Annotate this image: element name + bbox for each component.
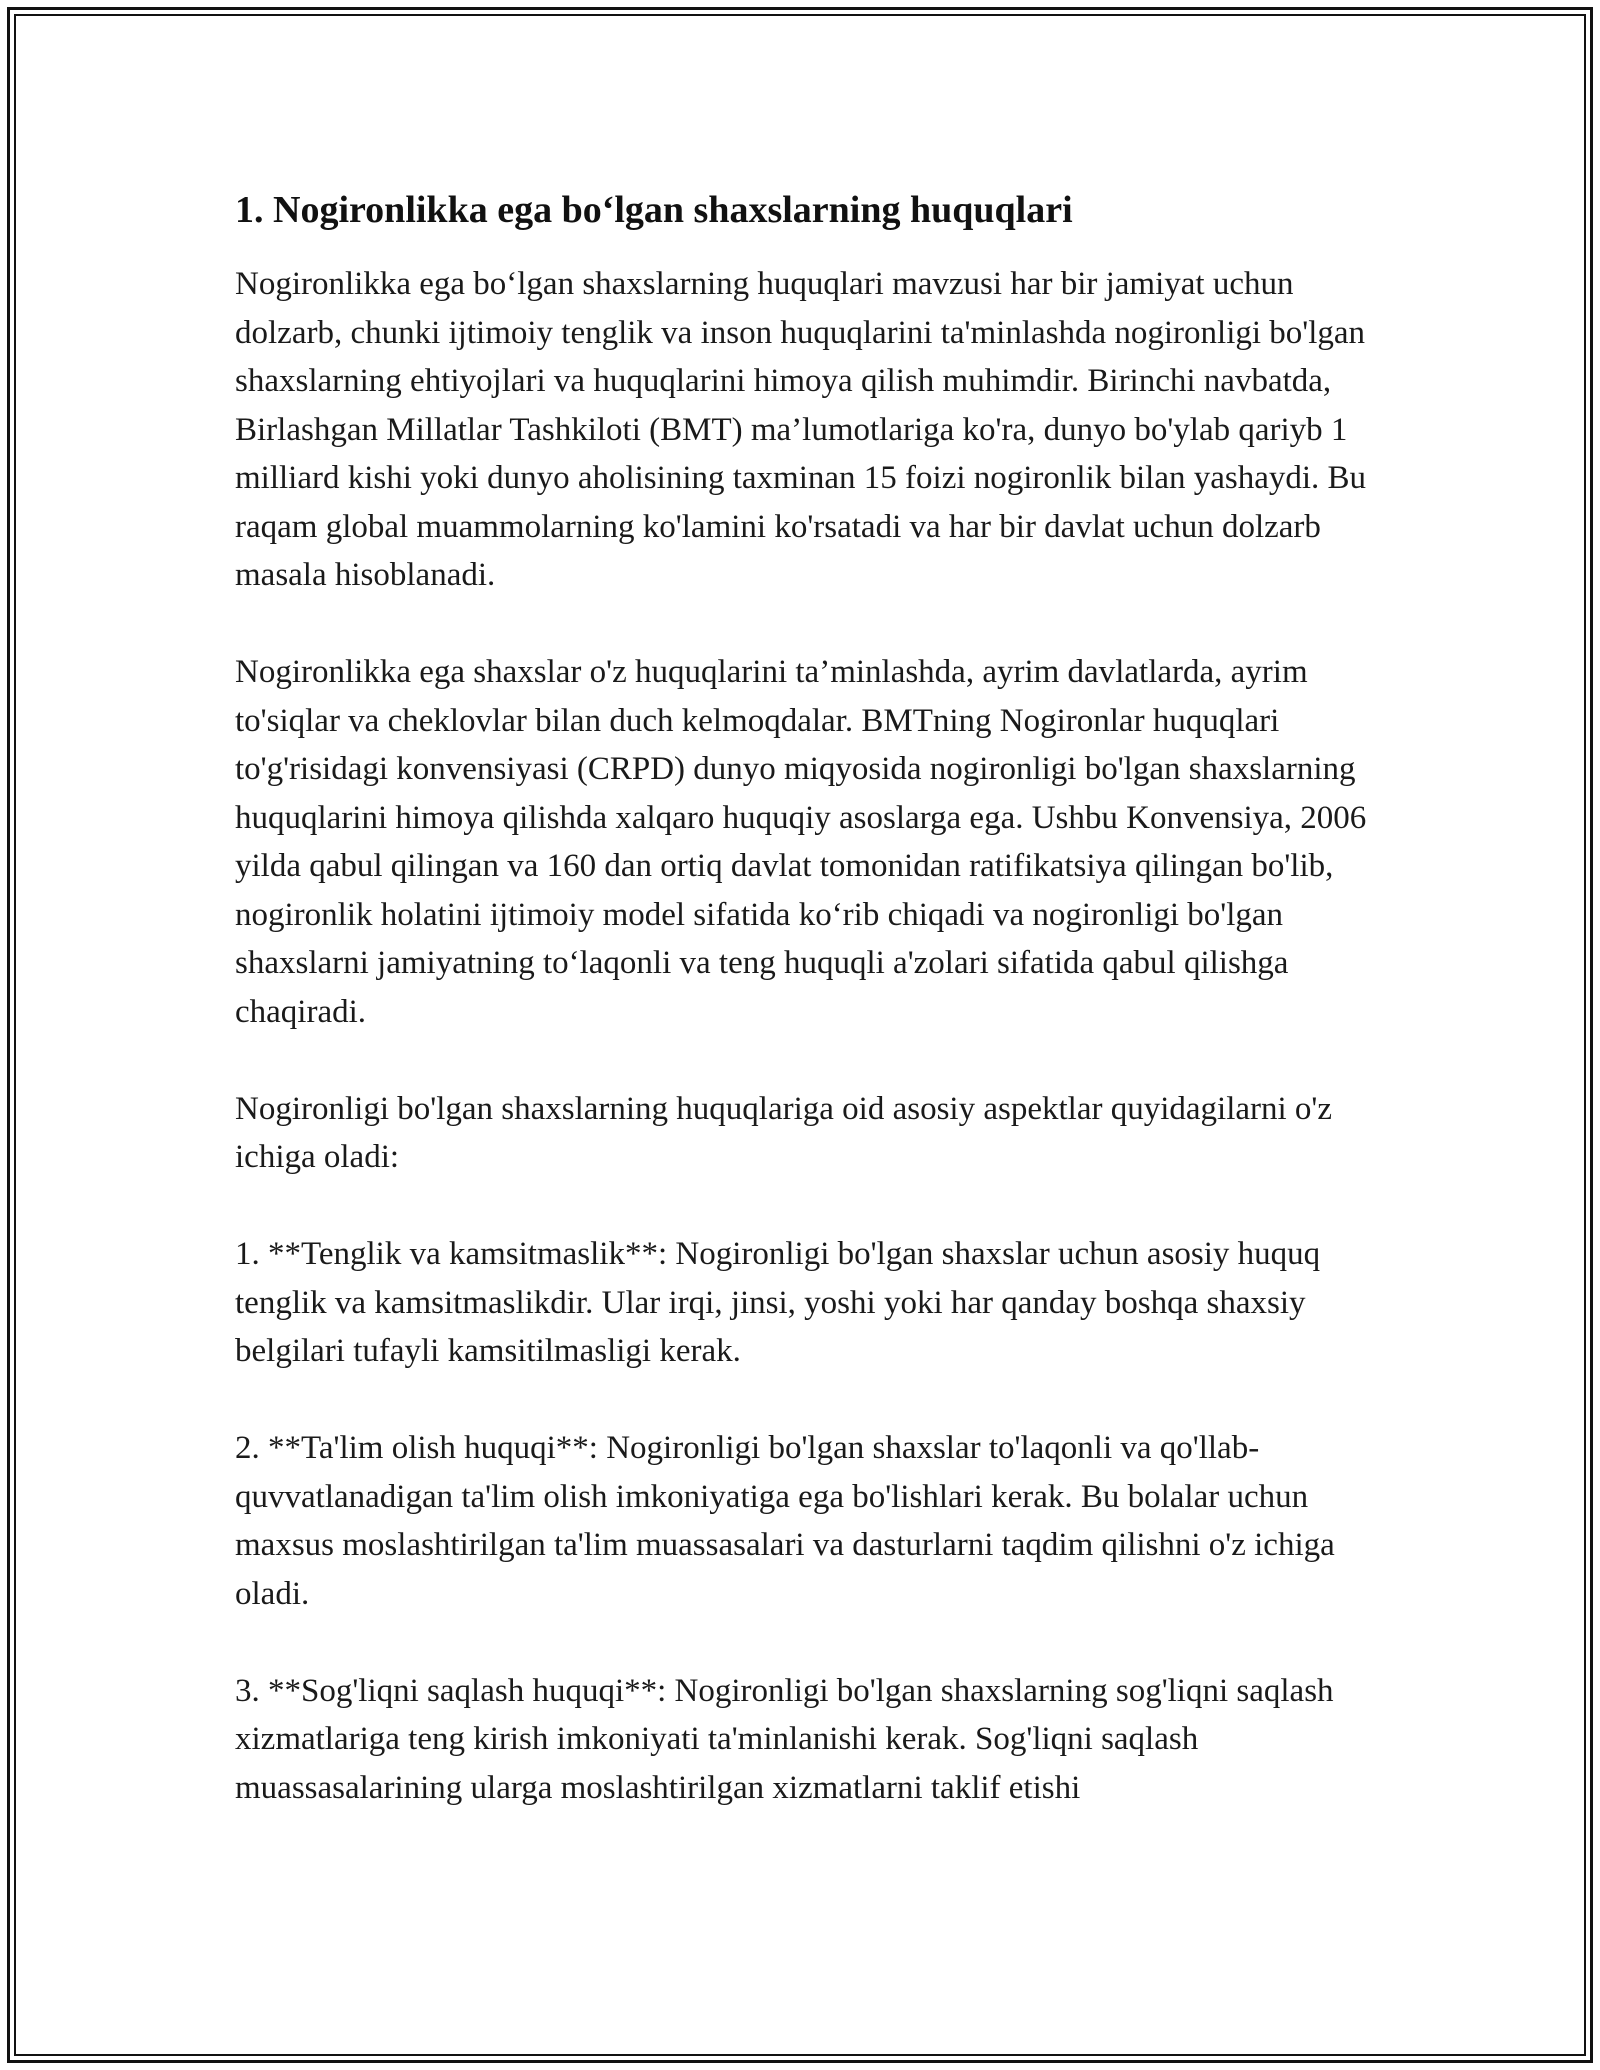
paragraph-intro: Nogironlikka ega bo‘lgan shaxslarning huquqlari mavzusi har bir jamiyat uchun dolzarb, chunki ijtimoiy tenglik va inson huquqlarini ta'minlashda nogironligi bo'lgan shaxslarning ehtiyojlari va huquqlarini himoya qilish muhimdir. Birinchi navbatda, Birlashgan Millatlar Tashkiloti (BMT) ma’lumotlariga ko'ra, dunyo bo'ylab qariyb 1 milliard kishi yoki dunyo aholisining taxminan 15 foizi nogironlik bilan yashaydi. Bu raqam global muammolarning ko'lamini ko'rsatadi va har bir davlat uchun dolzarb masala hisoblanadi. (235, 266, 1367, 593)
paragraph-aspects-intro: Nogironligi bo'lgan shaxslarning huquqlariga oid asosiy aspektlar quyidagilarni o'z ichiga oladi: (235, 1090, 1333, 1175)
list-item-education: 2. **Ta'lim olish huquqi**: Nogironligi bo'lgan shaxslar to'laqonli va qo'llab-quvvatlanadigan ta'lim olish imkoniyatiga ega bo'lishlari kerak. Bu bolalar uchun maxsus moslashtirilgan ta'lim muassasalari va dasturlarni taqdim qilishni o'z ichiga oladi. (235, 1430, 1335, 1612)
list-item-healthcare: 3. **Sog'liqni saqlash huquqi**: Nogironligi bo'lgan shaxslarning sog'liqni saqlash xizmatlariga teng kirish imkoniyati ta'minlanishi kerak. Sog'liqni saqlash muassasalarining ularga moslashtirilgan xizmatlarni taklif etishi (235, 1672, 1334, 1806)
section-heading: 1. Nogironlikka ega bo‘lgan shaxslarning huquqlari (235, 189, 1073, 231)
paragraph-crpd: Nogironlikka ega shaxslar o'z huquqlarini ta’minlashda, ayrim davlatlarda, ayrim to'siqlar va cheklovlar bilan duch kelmoqdalar. BMTning Nogironlar huquqlari to'g'risidagi konvensiyasi (CRPD) dunyo miqyosida nogironligi bo'lgan shaxslarning huquqlarini himoya qilishda xalqaro huquqiy asoslarga ega. Ushbu Konvensiya, 2006 yilda qabul qilingan va 160 dan ortiq davlat tomonidan ratifikatsiya qilingan bo'lib, nogironlik holatini ijtimoiy model sifatida ko‘rib chiqadi va nogironligi bo'lgan shaxslarni jamiyatning to‘laqonli va teng huquqli a'zolari sifatida qabul qilishga chaqiradi. (235, 654, 1367, 1030)
list-item-equality: 1. **Tenglik va kamsitmaslik**: Nogironligi bo'lgan shaxslar uchun asosiy huquq tenglik va kamsitmaslikdir. Ular irqi, jinsi, yoshi yoki har qanday boshqa shaxsiy belgilari tufayli kamsitilmasligi kerak. (235, 1236, 1321, 1369)
document-body (235, 186, 1385, 1812)
